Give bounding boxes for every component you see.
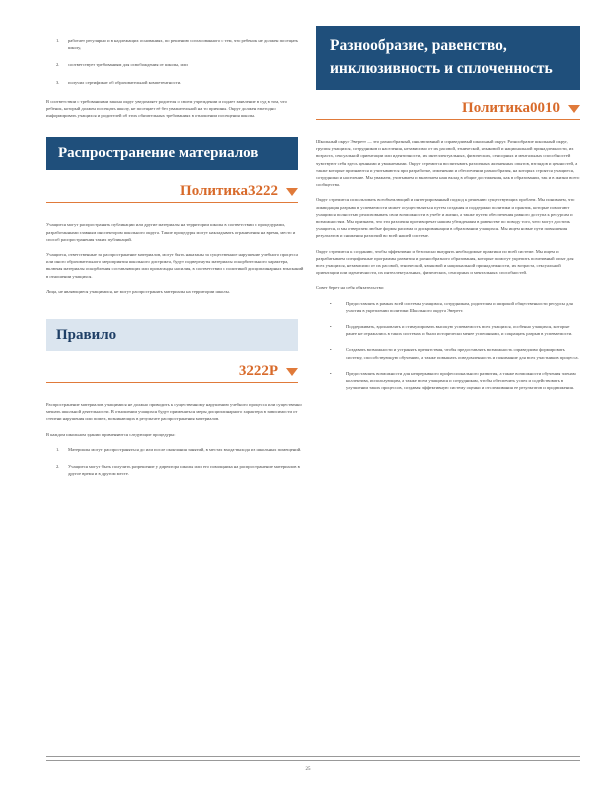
list-item: • Создавать возможности и устранять препятствия, чтобы предоставлять возможность справедливо формировать систему, способствующую обучению, а также повышать осведомленность и понимание для всех участников процесса.	[330, 347, 579, 360]
list-item: 2. соответствует требованиям для освобождения от школы, или	[56, 62, 188, 68]
paragraph: Учащиеся могут распространять публикации или другие материалы на территории школы в соответствии с процедурами, разработанными главным инспектором школьного округа. Такие процедуры могут накладывать ограничения на время, место и способ распространения таких публикаций.	[46, 222, 296, 242]
footer-divider	[46, 756, 580, 757]
list-item: 1. Материалы могут распространяться до или после окончания занятий, в местах входа-выхода из школьных помещений.	[56, 446, 302, 452]
paragraph: В каждом школьном здании применяются следующие процедуры:	[46, 431, 176, 437]
triangle-down-icon	[286, 188, 298, 196]
paragraph: Распространение материалов учащимися не должно приводить к существенному нарушению учебного процесса или существенно мешать школьной деятельности. В отношении учащихся будут применяться меры дисциплинарного характера в зависимости от степени нарушения или помех, возникающих в результате распространения материалов.	[46, 402, 302, 422]
page-number: 25	[305, 767, 311, 772]
list-item: • Поддерживать, вдохновлять и стимулировать высокую успеваемость всех учащихся, особенно учащихся, которые ранее не отражались в таких системах и были исторически менее успешными, и сокращать разрыв в успеваемости.	[330, 324, 573, 337]
paragraph: Лица, не являющиеся учащимися, не могут распространять материалы на территории школы.	[46, 288, 230, 294]
bullet-icon: •	[330, 370, 332, 376]
right-column	[316, 0, 580, 400]
policy-heading-0010: Политика0010	[316, 100, 580, 120]
list-item: 1. работает регулярно и в надлежащих основаниях, по решению согласованного с тем, что ребенок не должен посещать школу,	[56, 38, 299, 51]
left-column	[46, 0, 304, 487]
section-title-distribution: Распространение материалов	[46, 137, 298, 170]
top-list	[46, 37, 304, 86]
triangle-down-icon	[286, 368, 298, 376]
commitment-list	[316, 300, 580, 392]
section1-body	[46, 221, 304, 295]
procedure-list	[46, 446, 304, 478]
footer-divider	[46, 760, 580, 761]
paragraph: Округ стремится использовать всеобъемлющий и интегрированный подход к решению существующих проблем. Мы понимаем, что ликвидация разрыва в успеваемости может осуществляться путем создания и поддержки политики и практик, которые помогают учащимся полностью реализовывать свои возможности в учебе и жизни, а также путем обеспечения равного доступа к ресурсам и возможностям. Мы признаем, что эти различия противоречат нашим убеждениям в равенстве по поводу того, чего могут достичь учащиеся, и мы отвергаем любые формы расизма и дискриминации в образовании учащихся. Мы ищем новые пути повышения результатов и снижения различий во всей нашей системе.	[316, 197, 575, 239]
policy-heading-3222: Политика3222	[46, 183, 298, 203]
list-item: 3. получил сертификат об образовательной компетентности.	[56, 79, 182, 85]
intro-paragraph: В соответствии с требованиями закона округ уведомляет родителя о своем учреждении и подает заявление в суд в том, что ребенок, который должен посещать школу, не посещает её без уважительной на то причины. Округ должен ежегодно информировать учащихся и родителей об этих обязательных требованиях в отношении посещения школы.	[46, 98, 287, 119]
bullet-icon: •	[330, 347, 332, 353]
policy-heading-3222p: 3222Р	[46, 363, 298, 383]
paragraph: Совет берет на себя обязательство:	[316, 285, 385, 291]
list-item: • Предоставлять возможности для непрерывного профессионального развития, а также возможности обучения членам коллектива, использующим, а также всем учащимся и сотрудникам, чтобы обеспечить успех и содействовать в улучшении таких процессов, создавая эффективную систему оценки и отслеживания ее результатов и продвижения.	[330, 370, 576, 391]
section-title-rule: Правило	[46, 319, 298, 351]
diversity-body	[316, 138, 580, 391]
section2-body	[46, 401, 304, 477]
paragraph: Учащиеся, ответственные за распространение материалов, могут быть наказаны за существенное нарушение учебного процесса или иного образовательного мероприятия школьного дистрикта, будут подвергнуты материалы оскорбительного характера, включая материалы оскорбления составляющих или пропаганды насилия, в соответствии с политикой дисциплинарных взысканий в отношении учащихся.	[46, 252, 304, 279]
section-title-diversity: Разнообразие, равенство, инклюзивность и сплоченность	[316, 26, 580, 90]
list-item: 2. Учащиеся могут быть получить разрешение у директора школы или его помощника на распространение материалов в другое время и в другом месте.	[56, 464, 300, 477]
bullet-icon: •	[330, 300, 332, 306]
paragraph: Школьный округ Эверетт — это разнообразный, инклюзивный и справедливый школьный округ. Разнообразие школьный округ, группы учащихся, сотрудников и населения, независимо от их расовой, этнической, языковой и национальной принадлежности, их возраста, сексуальной ориентации или идентичности, их интеллектуальных, физических, сенсорных и ментальных способностей чувствуют себя здесь ценными и уважаемыми. Округ стремится воспитывать различных жизненных опытов, взглядов и ценностей, а также которые признаются и учитываются при разработке, изменении и обеспечении разнообразия, на которых строятся учащиеся, сотрудники и население. Мы уважаем, учитываем и включаем наш вклад в общие достижения, как в образовании, так и в жизни всего сообщества.	[316, 139, 580, 188]
bullet-icon: •	[330, 324, 332, 330]
triangle-down-icon	[568, 105, 580, 113]
list-item: • Предоставлять в рамках всей системы учащимся, сотрудникам, родителям и широкой общественности ресурсы для участия в укреплении политики Школьного округа Эверетт.	[330, 300, 573, 313]
paragraph: Округ стремится к созданию, чтобы эффективно и безопасно внедрять необходимые практики по всей системе. Мы ищем и разрабатываем специфичные программы развития и разнообразного образования, которые помогут укрепить позитивный опыт для всех учащихся, независимо от их расовой, этнической, языковой и национальной принадлежности, их возраста, сексуальной ориентации или идентичности, их интеллектуальных, физических, сенсорных и ментальных способностей.	[316, 248, 574, 276]
